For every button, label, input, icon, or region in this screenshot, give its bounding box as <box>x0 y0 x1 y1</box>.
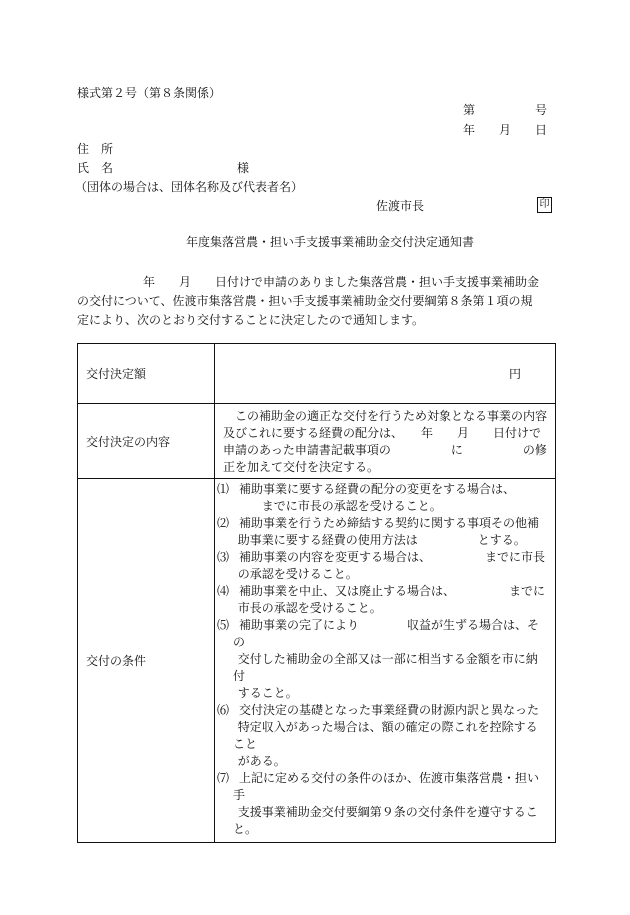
condition-line: 交付決定の基礎となった事業経費の財源内訳と異なった <box>239 703 540 717</box>
honorific: 様 <box>237 161 250 175</box>
amount-unit: 円 <box>508 367 521 381</box>
condition-item <box>217 770 549 838</box>
body-line: の交付について、佐渡市集落営農・担い手支援事業補助金交付要綱第８条第１項の規 <box>77 294 533 308</box>
condition-item <box>217 549 549 583</box>
amount-label: 交付決定額 <box>78 344 215 404</box>
condition-number: ⑵ <box>217 516 230 530</box>
condition-line: 補助事業に要する経費の配分の変更をする場合は、 <box>239 482 516 496</box>
condition-text <box>233 702 549 770</box>
content-line: この補助金の適正な交付を行うため対象となる事業の内容 <box>235 409 548 423</box>
condition-text <box>233 481 549 515</box>
condition-item <box>217 481 549 515</box>
address-label: 住 所 <box>77 142 114 156</box>
condition-item <box>217 515 549 549</box>
condition-line: の承認を受けること。 <box>237 567 358 581</box>
condition-item <box>217 583 549 617</box>
condition-number: ⑸ <box>217 618 230 632</box>
condition-number: ⑴ <box>217 482 230 496</box>
issue-date-line: 年 月 日 <box>463 123 548 137</box>
condition-number: ⑺ <box>217 771 230 785</box>
condition-item <box>217 702 549 770</box>
condition-text <box>233 617 549 702</box>
body-line: 年 月 日付けで申請のありました集落営農・担い手支援事業補助金 <box>143 275 540 289</box>
condition-line: 支援事業補助金交付要綱第９条の交付条件を遵守すること。 <box>233 805 538 836</box>
document-title: 年度集落営農・担い手支援事業補助金交付決定通知書 <box>186 235 475 249</box>
condition-text <box>233 549 549 583</box>
condition-line: 補助事業を行うため締結する契約に関する事項その他補 <box>239 516 540 530</box>
content-line: 申請のあった申請書記載事項の に の修 <box>223 443 547 457</box>
condition-line: すること。 <box>237 686 298 700</box>
condition-line: 交付した補助金の全部又は一部に相当する金額を市に納付 <box>233 652 538 683</box>
condition-line: 特定収入があった場合は、額の確定の際これを控除すること <box>233 720 538 751</box>
body-line: 定により、次のとおり交付することに決定したので通知します。 <box>77 313 425 327</box>
condition-line: 補助事業の完了により 収益が生ずる場合は、その <box>233 618 540 649</box>
conditions-list <box>215 479 556 843</box>
content-line: 及びこれに要する経費の配分は、 年 月 日付けで <box>223 426 542 440</box>
condition-text <box>233 583 549 617</box>
condition-line: 補助事業を中止、又は廃止する場合は、 までに <box>239 584 546 598</box>
amount-value <box>215 344 556 404</box>
table-row <box>78 344 556 404</box>
content-text <box>215 404 556 479</box>
condition-line: がある。 <box>237 754 286 768</box>
condition-line: 上記に定める交付の条件のほか、佐渡市集落営農・担い手 <box>233 771 540 802</box>
condition-text <box>233 770 549 838</box>
name-label: 氏 名 <box>77 161 114 175</box>
content-label: 交付決定の内容 <box>78 404 215 479</box>
document-number-line: 第 号 <box>463 103 548 117</box>
form-number: 様式第２号（第８条関係） <box>77 86 222 100</box>
issuer-title: 佐渡市長 <box>376 199 425 213</box>
table-row <box>78 479 556 843</box>
condition-line: までに市長の承認を受けること。 <box>237 499 442 513</box>
condition-text <box>233 515 549 549</box>
condition-line: 市長の承認を受けること。 <box>237 601 382 615</box>
condition-line: 補助事業の内容を変更する場合は、 までに市長 <box>239 550 546 564</box>
seal-mark: 印 <box>537 197 552 213</box>
content-line: 正を加えて交付を決定する。 <box>223 460 380 474</box>
condition-number: ⑹ <box>217 703 230 717</box>
table-row <box>78 404 556 479</box>
condition-item <box>217 617 549 702</box>
condition-line: 助事業に要する経費の使用方法は とする。 <box>237 533 526 547</box>
decision-table <box>77 343 556 843</box>
condition-number: ⑶ <box>217 550 230 564</box>
condition-number: ⑷ <box>217 584 230 598</box>
conditions-label: 交付の条件 <box>78 479 215 843</box>
organization-note: （団体の場合は、団体名称及び代表者名） <box>75 180 304 194</box>
